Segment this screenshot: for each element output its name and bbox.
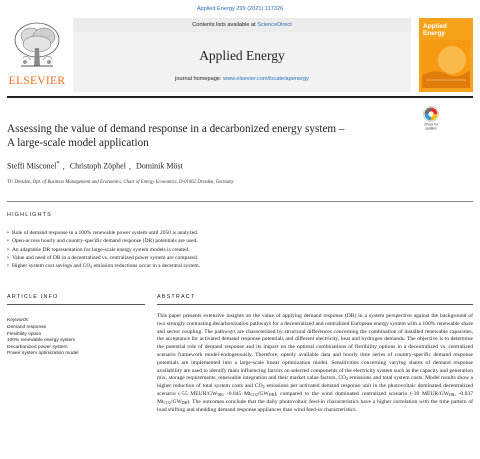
- cover-title-line-1: Applied: [423, 23, 447, 30]
- keyword-item[interactable]: Flexibility option: [7, 331, 42, 337]
- check-updates-line-1: Check for: [424, 122, 438, 127]
- elsevier-logo[interactable]: [7, 18, 67, 92]
- cover-title-line-2: Energy: [423, 30, 446, 37]
- abstract-divider: [157, 304, 473, 305]
- journal-masthead: [7, 18, 473, 92]
- keyword-item[interactable]: Power system optimization model: [7, 351, 79, 356]
- journal-cover[interactable]: [419, 18, 473, 92]
- article-info-divider: [7, 304, 145, 305]
- homepage-label: journal homepage:: [175, 76, 222, 82]
- elsevier-wordmark: ELSEVIER: [8, 75, 66, 87]
- author-name[interactable]: Christoph Zöphel: [69, 161, 126, 171]
- keyword-item[interactable]: 100% renewable energy system: [7, 338, 76, 343]
- paper-title-line-2: A large-scale model application: [7, 137, 149, 149]
- elsevier-tree-icon: [11, 20, 63, 72]
- journal-homepage-line: [73, 76, 411, 82]
- journal-reference[interactable]: Applied Energy 299 (2021) 117326: [196, 6, 284, 12]
- highlight-item: • Value and need of DR in a decentralized vs. centralized power system are compared.: [7, 254, 199, 261]
- author-affiliation: TU Dresden, Dpt. of Business Management and Economics, Chair of Energy Economics, D-01062 Dresden, Germany: [7, 180, 234, 185]
- cover-art-icon: [422, 40, 470, 88]
- contents-line: [73, 18, 411, 32]
- masthead-divider: [7, 96, 473, 98]
- highlights-heading: HIGHLIGHTS: [7, 212, 52, 218]
- author-list: Steffi Misconel* , Christoph Zöphel , Dominik Möst: [7, 160, 183, 171]
- paper-title-line-1: Assessing the value of demand response in a decarbonized energy system –: [7, 123, 345, 135]
- author-name[interactable]: Dominik Möst: [135, 161, 183, 171]
- keyword-item[interactable]: Decarbonized power system: [7, 344, 68, 350]
- paper-title: [7, 122, 407, 150]
- homepage-link[interactable]: www.elsevier.com/locate/apenergy: [223, 76, 309, 82]
- sciencedirect-link[interactable]: ScienceDirect: [257, 22, 292, 28]
- journal-title[interactable]: Applied Energy: [199, 48, 285, 63]
- highlight-item: • Open-access hourly and country-specific demand response (DR) potentials are used.: [7, 238, 198, 245]
- highlight-item: • Role of demand response in a 100% renewable power system until 2050 is analyzed.: [7, 230, 199, 236]
- highlight-item: • Higher system cost savings and $CO_2$ emission reductions occur in a decentral system.: [7, 263, 201, 270]
- affiliation-divider: [7, 201, 473, 202]
- abstract-body: This paper presents extensive insights on the value of applying demand response (DR) in a system perspective against the background of two strongly contrasting decarbonization pathways for a decentralized and centralized European energy system with a 100% renewable share and sector coupling. The pathways are characterized by structural differences concerning the combination of installed renewable capacities, the acceptance for activated demand response potentials and different electricity, heat and hydrogen demands. The objective is to determine the potential role of demand response and its impact on the optimal combinations of flexibility options in a decentralized vs. centralized scenario framework model-endogenously. Therefore, openly available data and hourly time series of country-specific demand response potentials are implemented into a large-scale linear optimization model. Sensitivities concerning varying shares of demand response availability are used to identify main influencing factors on selected components of the electricity system such as the capacity and generation mix, storage requirements, renewable integration and their market value factors, $CO_2$ emissions and total system costs. Model results show a higher reduction of total system costs and $CO_2$ emissions per activated demand response unit in the photovoltaic dominated decentralized scenario (-55 MEUR/$GW_{DR}$, -0.045 $Mt_{CO2}/GW_{DR}$), compared to the wind dominated centralized scenario (-39 MEUR/$GW_{DR}$, -0.037 $Mt_{CO2}/GW_{DR}$). The outcomes conclude that the daily photovoltaic feed-in characteristics have a higher correlation with the time pattern of load shifting and shedding demand response appliances than wind feed-in characteristics.: [157, 313, 473, 413]
- keywords-label: Keywords:: [7, 318, 30, 323]
- author-name[interactable]: Steffi Misconel: [7, 161, 57, 171]
- keyword-list: [7, 325, 147, 358]
- journal-band: [73, 18, 411, 92]
- abstract-heading: ABSTRACT: [157, 294, 196, 300]
- highlights-list: [7, 229, 473, 270]
- article-info-heading: ARTICLE INFO: [7, 294, 59, 300]
- keyword-item[interactable]: Demand response: [7, 325, 47, 330]
- check-for-updates-icon[interactable]: [421, 105, 441, 131]
- cover-title: [423, 23, 447, 37]
- highlight-item: • An adaptable DR representation for large-scale energy system models is created.: [7, 246, 190, 253]
- contents-prefix: Contents lists available at: [192, 22, 256, 28]
- check-updates-line-2: updates: [425, 126, 437, 131]
- journal-title-area: [73, 32, 411, 92]
- corresponding-author-mark[interactable]: *: [56, 160, 60, 167]
